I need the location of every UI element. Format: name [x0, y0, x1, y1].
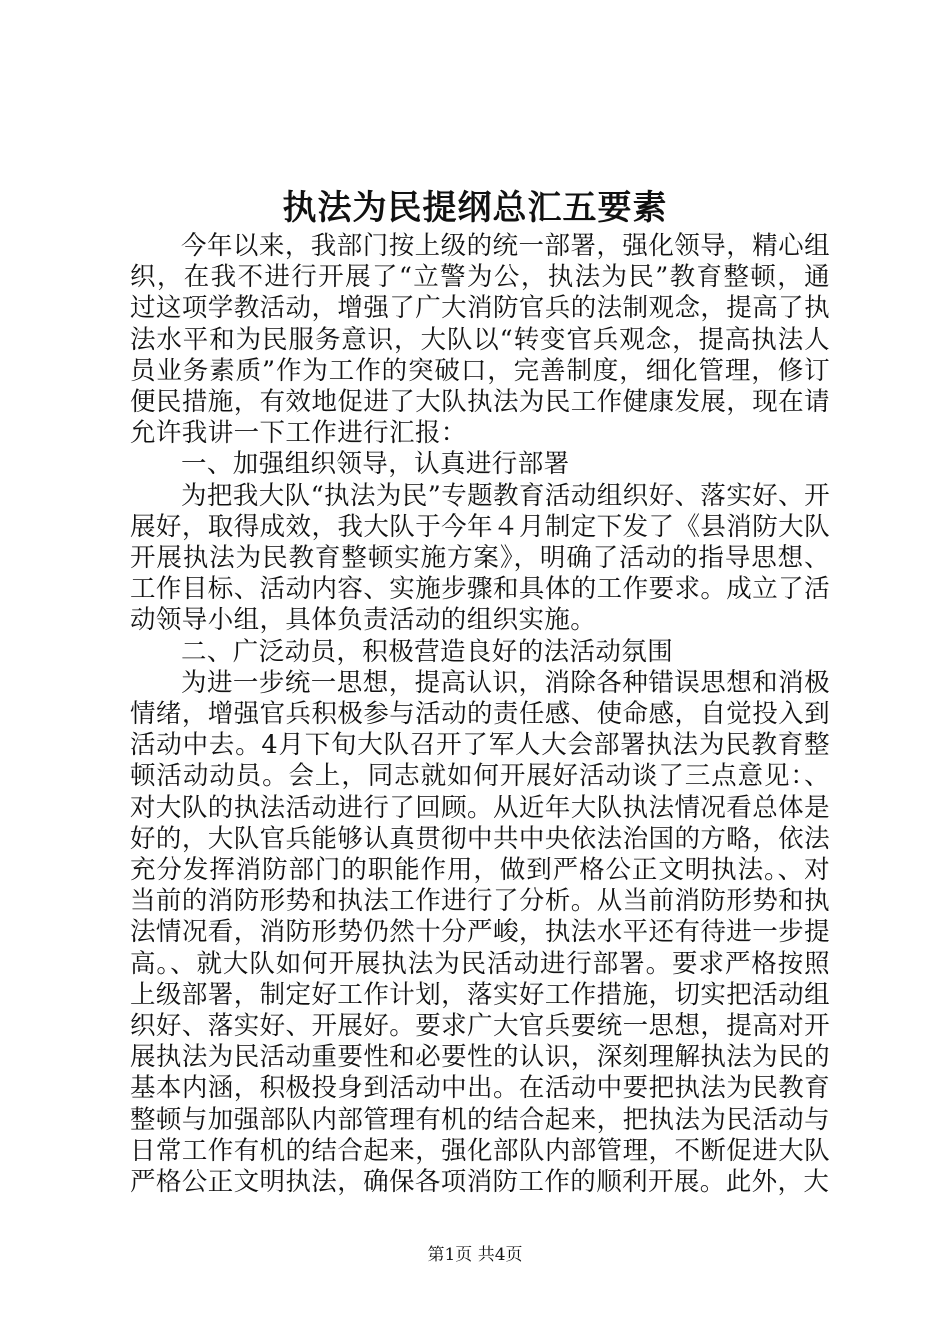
paragraph-section-1: 为把我大队“执法为民”专题教育活动组织好、落实好、开展好，取得成效，我大队于今年４月制定下发了《县消防大队开展执法为民教育整顿实施方案》，明确了活动的指导思想、工作目标、活动内容、实施步骤和具体的工作要求。成立了活动领导小组，具体负责活动的组织实施。	[130, 480, 830, 636]
document-title: 执法为民提纲总汇五要素	[282, 188, 668, 228]
section-heading-1: 一、加强组织领导，认真进行部署	[181, 449, 570, 480]
section-heading-2: 二、广泛动员，积极营造良好的法活动氛围	[181, 636, 674, 667]
page-footer: 第1页 共4页	[427, 1245, 523, 1265]
paragraph-section-2: 为进一步统一思想，提高认识，消除各种错误思想和消极情绪，增强官兵积极参与活动的责任感、使命感，自觉投入到活动中去。4月下旬大队召开了军人大会部署执法为民教育整顿活动动员。会上，同志就如何开展好活动谈了三点意见：、对大队的执法活动进行了回顾。从近年大队执法情况看总体是好的，大队官兵能够认真贯彻中共中央依法治国的方略，依法充分发挥消防部门的职能作用，做到严格公正文明执法。、对当前的消防形势和执法工作进行了分析。从当前消防形势和执法情况看，消防形势仍然十分严峻，执法水平还有待进一步提高。、就大队如何开展执法为民活动进行部署。要求严格按照上级部署，制定好工作计划，落实好工作措施，切实把活动组织好、落实好、开展好。要求广大官兵要统一思想，提高对开展执法为民活动重要性和必要性的认识，深刻理解执法为民的基本内涵，积极投身到活动中出。在活动中要把执法为民教育整顿与加强部队内部管理有机的结合起来，把执法为民活动与日常工作有机的结合起来，强化部队内部管理，不断促进大队严格公正文明执法，确保各项消防工作的顺利开展。此外，大	[130, 667, 830, 1198]
paragraph-intro: 今年以来，我部门按上级的统一部署，强化领导，精心组织，在我不进行开展了“立警为公，执法为民”教育整顿，通过这项学教活动，增强了广大消防官兵的法制观念，提高了执法水平和为民服务意识，大队以“转变官兵观念，提高执法人员业务素质”作为工作的突破口，完善制度，细化管理，修订便民措施，有效地促进了大队执法为民工作健康发展，现在请允许我讲一下工作进行汇报：	[130, 231, 830, 449]
document-body	[130, 231, 830, 1198]
